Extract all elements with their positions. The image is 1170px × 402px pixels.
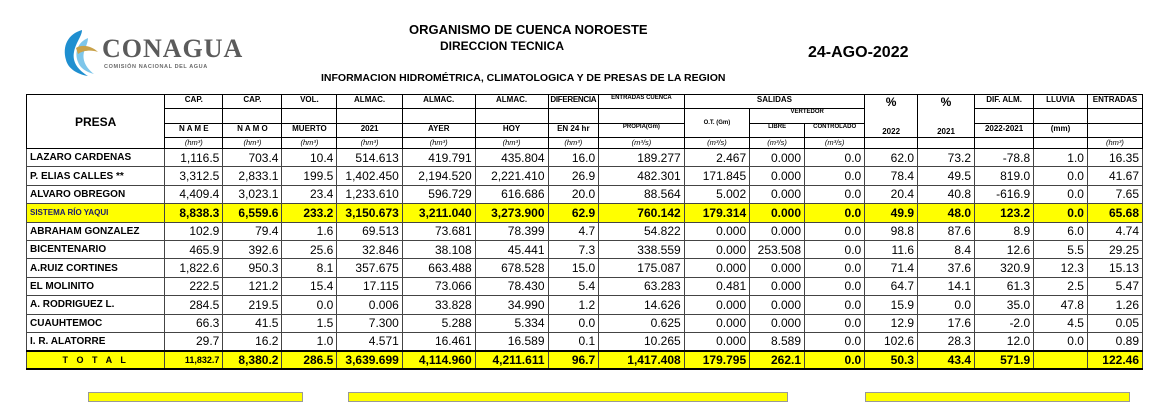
- table-cell: 1,402.450: [337, 167, 402, 185]
- table-cell: 320.9: [975, 259, 1034, 277]
- table-cell: -78.8: [975, 149, 1034, 167]
- col-diferencia-mid: EN 24 hr: [548, 124, 599, 138]
- table-cell: 0.000: [750, 149, 805, 167]
- table-cell: 43.4: [918, 351, 975, 369]
- conagua-logo: [58, 26, 278, 78]
- table-cell: 2,833.1: [223, 167, 282, 185]
- table-cell: 8.9: [975, 222, 1034, 240]
- table-cell: 78.4: [865, 167, 918, 185]
- table-row: [27, 296, 1143, 314]
- table-cell: 0.000: [750, 296, 805, 314]
- table-cell: 20.0: [548, 185, 599, 203]
- table-cell: 69.513: [337, 222, 402, 240]
- table-cell: 0.0: [282, 296, 337, 314]
- col-ot-label: O.T. (Gm): [684, 109, 749, 138]
- table-cell: 14.626: [599, 296, 685, 314]
- table-cell: 102.6: [865, 332, 918, 350]
- unit-entradas-cuenca: (m³/s): [599, 138, 685, 149]
- table-cell: 0.1: [548, 332, 599, 350]
- pct-2022-year: 2022: [882, 127, 901, 136]
- table-cell: 4.7: [548, 222, 599, 240]
- table-cell: 0.625: [599, 314, 685, 332]
- col-almac-ayer-top: ALMAC.: [402, 95, 475, 109]
- table-cell: 16.589: [475, 332, 548, 350]
- dam-name: A.RUIZ CORTINES: [27, 259, 165, 277]
- col-cap-name-mid: N A M E: [165, 124, 223, 138]
- dam-name: I. R. ALATORRE: [27, 332, 165, 350]
- col-lluvia-top: LLUVIA: [1034, 95, 1088, 109]
- unit-almac-2021: (hm³): [337, 138, 402, 149]
- table-cell: 5.47: [1087, 277, 1142, 295]
- table-cell: 63.283: [599, 277, 685, 295]
- col-almac-hoy-mid: HOY: [475, 124, 548, 138]
- table-cell: 0.89: [1087, 332, 1142, 350]
- table-cell: 11.6: [865, 240, 918, 258]
- table-cell: 15.0: [548, 259, 599, 277]
- table-cell: 0.000: [750, 185, 805, 203]
- table-cell: 0.0: [805, 277, 865, 295]
- conagua-emblem-icon: [58, 26, 102, 78]
- table-cell: 0.000: [684, 222, 749, 240]
- table-cell: 0.0: [548, 314, 599, 332]
- unit-almac-ayer: (hm³): [402, 138, 475, 149]
- table-cell: 6,559.6: [223, 204, 282, 222]
- table-cell: 0.0: [805, 185, 865, 203]
- table-cell: [1034, 351, 1088, 369]
- table-cell: 35.0: [975, 296, 1034, 314]
- table-cell: 189.277: [599, 149, 685, 167]
- table-cell: 1,822.6: [165, 259, 223, 277]
- table-cell: 8.589: [750, 332, 805, 350]
- table-cell: -2.0: [975, 314, 1034, 332]
- table-cell: 8,380.2: [223, 351, 282, 369]
- col-salidas: SALIDAS: [684, 95, 865, 109]
- table-cell: 253.508: [750, 240, 805, 258]
- col-almac-ayer-mid: AYER: [402, 124, 475, 138]
- dam-name: ABRAHAM GONZALEZ: [27, 222, 165, 240]
- table-cell: 0.0: [805, 167, 865, 185]
- table-cell: 102.9: [165, 222, 223, 240]
- table-cell: 62.0: [865, 149, 918, 167]
- table-cell: 1.5: [282, 314, 337, 332]
- table-cell: 419.791: [402, 149, 475, 167]
- col-cap-namo-mid: N A M O: [223, 124, 282, 138]
- table-cell: 23.4: [282, 185, 337, 203]
- table-cell: 11,832.7: [165, 351, 223, 369]
- col-cap-namo-top: CAP.: [223, 95, 282, 109]
- table-cell: 3,023.1: [223, 185, 282, 203]
- table-cell: 678.528: [475, 259, 548, 277]
- table-cell: 0.05: [1087, 314, 1142, 332]
- logo-wordmark: CONAGUA: [102, 34, 244, 63]
- col-vol-mid: MUERTO: [282, 124, 337, 138]
- table-cell: 2,194.520: [402, 167, 475, 185]
- table-cell: 1.0: [282, 332, 337, 350]
- table-cell: 2,221.410: [475, 167, 548, 185]
- table-cell: 96.7: [548, 351, 599, 369]
- table-cell: 73.681: [402, 222, 475, 240]
- table-cell: 87.6: [918, 222, 975, 240]
- dam-report-table: [26, 94, 1143, 370]
- table-cell: 616.686: [475, 185, 548, 203]
- dam-name: CUAUHTEMOC: [27, 314, 165, 332]
- table-row: [27, 314, 1143, 332]
- dam-name: T O T A L: [27, 351, 165, 369]
- table-cell: 0.0: [805, 149, 865, 167]
- col-pct-2021: [918, 95, 975, 138]
- table-cell: 222.5: [165, 277, 223, 295]
- table-cell: 392.6: [223, 240, 282, 258]
- table-cell: 15.4: [282, 277, 337, 295]
- table-cell: 0.0: [805, 351, 865, 369]
- table-cell: 7.3: [548, 240, 599, 258]
- col-entradas-cuenca-top: ENTRADAS CUENCA: [599, 95, 685, 109]
- table-cell: 1.2: [548, 296, 599, 314]
- table-row: [27, 277, 1143, 295]
- table-cell: 1,233.610: [337, 185, 402, 203]
- col-diferencia-top: DIFERENCIA: [548, 95, 599, 109]
- table-cell: 4.74: [1087, 222, 1142, 240]
- table-cell: 179.795: [684, 351, 749, 369]
- table-cell: 0.0: [805, 259, 865, 277]
- table-cell: 175.087: [599, 259, 685, 277]
- table-row: [27, 185, 1143, 203]
- table-cell: 0.481: [684, 277, 749, 295]
- report-subtitle: INFORMACION HIDROMÉTRICA, CLIMATOLOGICA Y DE PRESAS DE LA REGION: [321, 72, 726, 84]
- col-controlado: CONTROLADO: [805, 124, 865, 138]
- dam-name: LAZARO CARDENAS: [27, 149, 165, 167]
- table-cell: 0.0: [805, 314, 865, 332]
- table-cell: 73.2: [918, 149, 975, 167]
- table-cell: 7.300: [337, 314, 402, 332]
- table-cell: 79.4: [223, 222, 282, 240]
- unit-entradas: (hm³): [1087, 138, 1142, 149]
- table-cell: 199.5: [282, 167, 337, 185]
- table-cell: 8,838.3: [165, 204, 223, 222]
- table-cell: 0.0: [918, 296, 975, 314]
- table-cell: 17.6: [918, 314, 975, 332]
- table-cell: -616.9: [975, 185, 1034, 203]
- table-cell: 48.0: [918, 204, 975, 222]
- table-cell: 73.066: [402, 277, 475, 295]
- table-cell: 4,211.611: [475, 351, 548, 369]
- table-cell: 12.6: [975, 240, 1034, 258]
- table-cell: 3,211.040: [402, 204, 475, 222]
- table-cell: 0.0: [805, 296, 865, 314]
- col-dif-alm-top: DIF. ALM.: [975, 95, 1034, 109]
- next-table-strip: [88, 392, 303, 402]
- report-date: 24-AGO-2022: [808, 44, 909, 61]
- dam-name: SISTEMA RÍO YAQUI: [27, 204, 165, 222]
- table-row: [27, 240, 1143, 258]
- table-cell: 12.9: [865, 314, 918, 332]
- table-cell: 5.4: [548, 277, 599, 295]
- table-cell: 0.0: [1034, 332, 1088, 350]
- table-cell: 7.65: [1087, 185, 1142, 203]
- table-cell: 819.0: [975, 167, 1034, 185]
- table-cell: 10.265: [599, 332, 685, 350]
- table-cell: 514.613: [337, 149, 402, 167]
- table-cell: 760.142: [599, 204, 685, 222]
- table-cell: 12.3: [1034, 259, 1088, 277]
- next-table-strip: [865, 392, 1130, 402]
- table-cell: 5.002: [684, 185, 749, 203]
- table-cell: 4.571: [337, 332, 402, 350]
- table-cell: 34.990: [475, 296, 548, 314]
- next-table-strip: [348, 392, 788, 402]
- pct-2021-symbol: %: [940, 95, 952, 109]
- table-cell: 29.7: [165, 332, 223, 350]
- col-almac-2021-top: ALMAC.: [337, 95, 402, 109]
- table-cell: 33.828: [402, 296, 475, 314]
- table-cell: 284.5: [165, 296, 223, 314]
- logo-subtitle: COMISIÓN NACIONAL DEL AGUA: [104, 64, 208, 70]
- table-cell: 0.0: [1034, 185, 1088, 203]
- table-cell: 45.441: [475, 240, 548, 258]
- col-almac-2021-mid: 2021: [337, 124, 402, 138]
- dam-name: P. ELIAS CALLES **: [27, 167, 165, 185]
- table-cell: 465.9: [165, 240, 223, 258]
- col-lluvia-mid: (mm): [1034, 124, 1088, 138]
- table-cell: 1.26: [1087, 296, 1142, 314]
- dam-name: BICENTENARIO: [27, 240, 165, 258]
- col-entradas-cuenca-mid: PROPIA(Gm): [599, 124, 685, 138]
- table-cell: 0.006: [337, 296, 402, 314]
- table-row: [27, 149, 1143, 167]
- table-cell: 12.0: [975, 332, 1034, 350]
- table-cell: 26.9: [548, 167, 599, 185]
- table-cell: 66.3: [165, 314, 223, 332]
- table-cell: 0.000: [750, 259, 805, 277]
- dam-name: A. RODRIGUEZ L.: [27, 296, 165, 314]
- table-cell: 171.845: [684, 167, 749, 185]
- table-row: [27, 222, 1143, 240]
- table-cell: 1.6: [282, 222, 337, 240]
- dam-name: EL MOLINITO: [27, 277, 165, 295]
- table-cell: 0.0: [1034, 167, 1088, 185]
- unit-cap-namo: (hm³): [223, 138, 282, 149]
- table-cell: 596.729: [402, 185, 475, 203]
- table-cell: 262.1: [750, 351, 805, 369]
- table-cell: 0.000: [684, 240, 749, 258]
- table-cell: 2.467: [684, 149, 749, 167]
- table-cell: 28.3: [918, 332, 975, 350]
- table-cell: 0.000: [750, 314, 805, 332]
- table-body: [27, 149, 1143, 370]
- unit-almac-hoy: (hm³): [475, 138, 548, 149]
- col-vol-top: VOL.: [282, 95, 337, 109]
- table-cell: 1.0: [1034, 149, 1088, 167]
- table-cell: 71.4: [865, 259, 918, 277]
- table-cell: 179.314: [684, 204, 749, 222]
- table-cell: 25.6: [282, 240, 337, 258]
- table-cell: 64.7: [865, 277, 918, 295]
- table-cell: 16.0: [548, 149, 599, 167]
- table-cell: 17.115: [337, 277, 402, 295]
- table-cell: 14.1: [918, 277, 975, 295]
- table-cell: 40.8: [918, 185, 975, 203]
- unit-vol: (hm³): [282, 138, 337, 149]
- table-cell: 1,417.408: [599, 351, 685, 369]
- table-cell: 435.804: [475, 149, 548, 167]
- table-cell: 1,116.5: [165, 149, 223, 167]
- unit-libre: (m³/s): [750, 138, 805, 149]
- col-libre: LIBRE: [750, 124, 805, 138]
- table-cell: 0.0: [805, 240, 865, 258]
- table-cell: 233.2: [282, 204, 337, 222]
- table-cell: 0.000: [684, 296, 749, 314]
- dam-name: ALVARO OBREGON: [27, 185, 165, 203]
- table-cell: 16.35: [1087, 149, 1142, 167]
- table-cell: 2.5: [1034, 277, 1088, 295]
- table-cell: 54.822: [599, 222, 685, 240]
- table-cell: 32.846: [337, 240, 402, 258]
- table-cell: 15.13: [1087, 259, 1142, 277]
- table-cell: 0.000: [684, 314, 749, 332]
- table-cell: 0.000: [684, 259, 749, 277]
- table-cell: 0.0: [805, 332, 865, 350]
- table-row: [27, 259, 1143, 277]
- table-cell: 5.5: [1034, 240, 1088, 258]
- subtotal-row: [27, 204, 1143, 222]
- table-cell: 950.3: [223, 259, 282, 277]
- table-cell: 47.8: [1034, 296, 1088, 314]
- unit-ot: (m³/s): [684, 138, 749, 149]
- unit-diferencia: (hm³): [548, 138, 599, 149]
- table-cell: 286.5: [282, 351, 337, 369]
- table-cell: 3,312.5: [165, 167, 223, 185]
- table-cell: 0.000: [750, 204, 805, 222]
- table-cell: 0.000: [750, 222, 805, 240]
- table-cell: 122.46: [1087, 351, 1142, 369]
- table-cell: 6.0: [1034, 222, 1088, 240]
- table-cell: 357.675: [337, 259, 402, 277]
- table-cell: 4,114.960: [402, 351, 475, 369]
- table-cell: 0.000: [750, 277, 805, 295]
- table-cell: 571.9: [975, 351, 1034, 369]
- table-cell: 3,273.900: [475, 204, 548, 222]
- table-cell: 0.0: [1034, 204, 1088, 222]
- pct-2021-year: 2021: [937, 127, 955, 136]
- col-dif-alm-mid: 2022-2021: [975, 124, 1034, 138]
- pct-2022-symbol: %: [885, 95, 897, 109]
- table-cell: 123.2: [975, 204, 1034, 222]
- total-row: [27, 351, 1143, 369]
- unit-controlado: (m³/s): [805, 138, 865, 149]
- table-header: [27, 95, 1143, 149]
- table-cell: 338.559: [599, 240, 685, 258]
- col-presa: PRESA: [27, 95, 165, 149]
- table-cell: 5.334: [475, 314, 548, 332]
- table-cell: 78.399: [475, 222, 548, 240]
- table-cell: 49.9: [865, 204, 918, 222]
- table-cell: 10.4: [282, 149, 337, 167]
- table-cell: 8.4: [918, 240, 975, 258]
- col-cap-name-top: CAP.: [165, 95, 223, 109]
- table-cell: 703.4: [223, 149, 282, 167]
- table-cell: 50.3: [865, 351, 918, 369]
- table-cell: 78.430: [475, 277, 548, 295]
- table-cell: 49.5: [918, 167, 975, 185]
- organization-title: ORGANISMO DE CUENCA NOROESTE: [409, 22, 648, 37]
- department-title: DIRECCION TECNICA: [440, 39, 565, 53]
- table-cell: 98.8: [865, 222, 918, 240]
- table-row: [27, 332, 1143, 350]
- table-cell: 62.9: [548, 204, 599, 222]
- unit-cap-name: (hm³): [165, 138, 223, 149]
- table-row: [27, 167, 1143, 185]
- table-cell: 5.288: [402, 314, 475, 332]
- table-cell: 41.5: [223, 314, 282, 332]
- table-cell: 0.000: [684, 332, 749, 350]
- table-cell: 0.000: [750, 167, 805, 185]
- table-cell: 482.301: [599, 167, 685, 185]
- table-cell: 3,639.699: [337, 351, 402, 369]
- col-vertedor: VERTEDOR: [750, 109, 865, 124]
- table-cell: 41.67: [1087, 167, 1142, 185]
- table-cell: 88.564: [599, 185, 685, 203]
- table-cell: 8.1: [282, 259, 337, 277]
- table-cell: 16.2: [223, 332, 282, 350]
- table-cell: 37.6: [918, 259, 975, 277]
- col-entradas-top: ENTRADAS: [1087, 95, 1142, 109]
- table-cell: 15.9: [865, 296, 918, 314]
- table-cell: 38.108: [402, 240, 475, 258]
- table-cell: 0.0: [805, 204, 865, 222]
- table-cell: 20.4: [865, 185, 918, 203]
- table-cell: 4.5: [1034, 314, 1088, 332]
- table-cell: 0.0: [805, 222, 865, 240]
- table-cell: 4,409.4: [165, 185, 223, 203]
- table-cell: 121.2: [223, 277, 282, 295]
- table-cell: 219.5: [223, 296, 282, 314]
- table-cell: 29.25: [1087, 240, 1142, 258]
- table-cell: 65.68: [1087, 204, 1142, 222]
- table-cell: 61.3: [975, 277, 1034, 295]
- table-cell: 16.461: [402, 332, 475, 350]
- table-cell: 3,150.673: [337, 204, 402, 222]
- col-pct-2022: [865, 95, 918, 138]
- col-almac-hoy-top: ALMAC.: [475, 95, 548, 109]
- table-cell: 663.488: [402, 259, 475, 277]
